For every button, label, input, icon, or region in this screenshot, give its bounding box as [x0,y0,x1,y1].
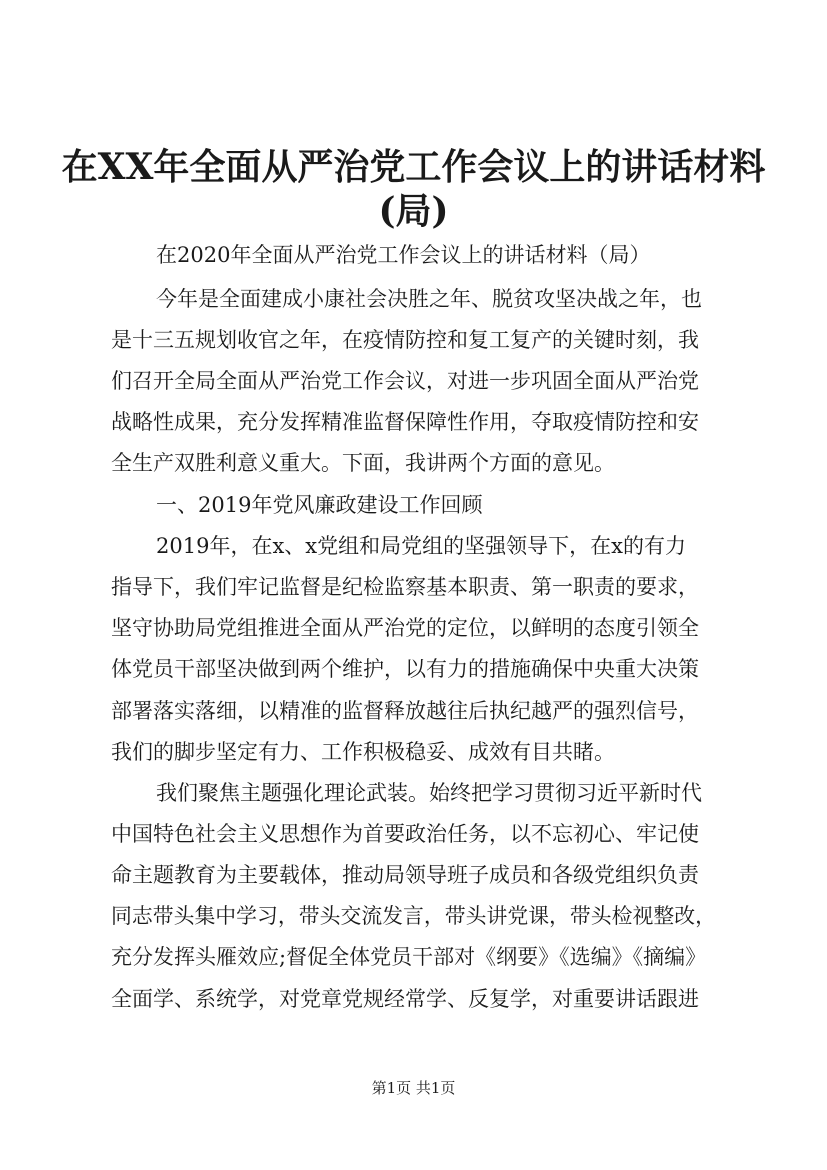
paragraph-line: 充分发挥头雁效应;督促全体党员干部对《纲要》《选编》《摘编》 [111,945,707,969]
paragraph-line: 指导下，我们牢记监督是纪检监察基本职责、第一职责的要求， [111,575,699,599]
paragraph-line: 们召开全局全面从严治党工作会议，对进一步巩固全面从严治党 [111,369,699,393]
paragraph-line: 全生产双胜利意义重大。下面，我讲两个方面的意见。 [111,451,615,475]
paragraph-line: 我们聚焦主题强化理论武装。始终把学习贯彻习近平新时代 [156,781,702,805]
paragraph-line: 部署落实落细，以精准的监督释放越往后执纪越严的强烈信号， [111,699,699,723]
paragraph-line: 是十三五规划收官之年，在疫情防控和复工复产的关键时刻，我 [111,328,699,352]
paragraph-line: 全面学、系统学，对党章党规经常学、反复学，对重要讲话跟进 [111,987,699,1011]
page-number-footer: 第1页 共1页 [371,1079,456,1097]
paragraph-line: 坚守协助局党组推进全面从严治党的定位，以鲜明的态度引领全 [111,616,699,640]
subtitle-line: 在2020年全面从严治党工作会议上的讲话材料（局） [156,243,651,267]
paragraph-line: 中国特色社会主义思想作为首要政治任务，以不忘初心、牢记使 [111,822,699,846]
paragraph-line: 今年是全面建成小康社会决胜之年、脱贫攻坚决战之年，也 [156,287,702,311]
paragraph-line: 战略性成果，充分发挥精准监督保障性作用，夺取疫情防控和安 [111,410,699,434]
paragraph-line: 我们的脚步坚定有力、工作积极稳妥、成效有目共睹。 [111,740,615,764]
document-title-line-1: 在XX年全面从严治党工作会议上的讲话材料 [61,146,766,188]
paragraph-line: 2019年，在x、x党组和局党组的坚强领导下，在x的有力 [156,534,686,558]
paragraph-line: 命主题教育为主要载体，推动局领导班子成员和各级党组织负责 [111,863,699,887]
section-heading: 一、2019年党风廉政建设工作回顾 [156,493,483,517]
paragraph-line: 体党员干部坚决做到两个维护，以有力的措施确保中央重大决策 [111,657,699,681]
paragraph-line: 同志带头集中学习，带头交流发言，带头讲党课，带头检视整改， [111,904,716,928]
document-title-line-2: (局) [378,190,449,232]
